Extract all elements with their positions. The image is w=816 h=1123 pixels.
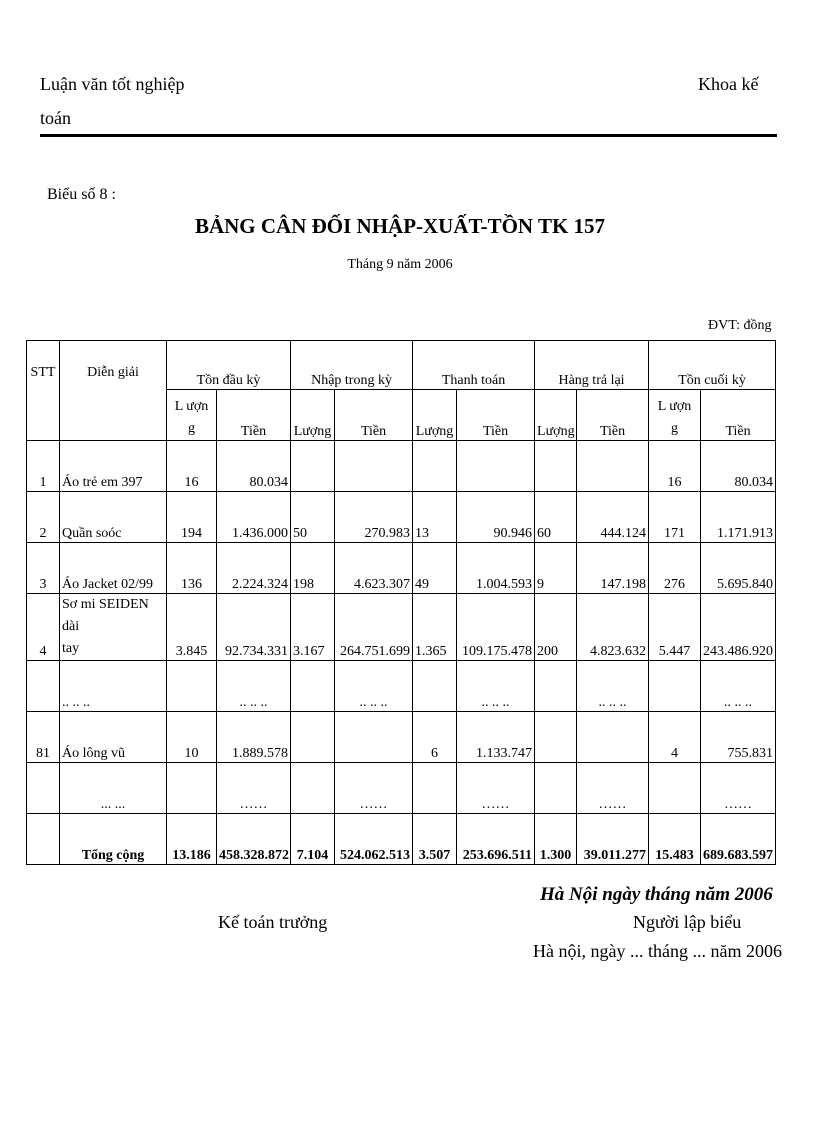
cell-value: 4.623.307	[335, 543, 413, 594]
cell-value	[291, 763, 335, 814]
cell-value: 198	[291, 543, 335, 594]
cell-stt	[27, 814, 60, 865]
cell-value: 60	[535, 492, 577, 543]
table-row	[27, 594, 776, 661]
cell-value	[535, 661, 577, 712]
cell-stt: 4	[27, 594, 60, 661]
cell-name: Áo Jacket 02/99	[60, 543, 167, 594]
table-row	[27, 441, 776, 492]
cell-value: ……	[457, 763, 535, 814]
cell-value: 524.062.513	[335, 814, 413, 865]
cell-value: 13.186	[167, 814, 217, 865]
preparer-label: Người lập biểu	[633, 912, 742, 932]
cell-value	[413, 441, 457, 492]
sub-tien: Tiền	[457, 390, 535, 441]
table-row	[27, 712, 776, 763]
cell-value	[335, 712, 413, 763]
chief-accountant-label: Kế toán trưởng	[218, 912, 328, 932]
cell-value	[291, 712, 335, 763]
sub-luong: Lượng	[535, 390, 577, 441]
col-ton-cuoi-ky: Tồn cuối kỳ	[649, 341, 776, 390]
unit-label: ĐVT: đồng	[708, 318, 772, 333]
cell-name: ... ...	[60, 763, 167, 814]
cell-value	[335, 441, 413, 492]
cell-value: 90.946	[457, 492, 535, 543]
cell-value: 270.983	[335, 492, 413, 543]
cell-value: ……	[335, 763, 413, 814]
cell-value: 253.696.511	[457, 814, 535, 865]
cell-value	[577, 441, 649, 492]
cell-value: 264.751.699	[335, 594, 413, 661]
sub-luong: Lượng	[291, 390, 335, 441]
cell-value: .. .. ..	[577, 661, 649, 712]
cell-value: ……	[217, 763, 291, 814]
table-row	[27, 763, 776, 814]
cell-value	[167, 763, 217, 814]
cell-name: Áo trẻ em 397	[60, 441, 167, 492]
signature-date-2: Hà nội, ngày ... tháng ... năm 2006	[533, 941, 782, 961]
cell-value: 39.011.277	[577, 814, 649, 865]
header-rule	[40, 134, 777, 137]
header-right: Khoa kế	[698, 74, 759, 94]
sub-tien: Tiền	[577, 390, 649, 441]
cell-value	[167, 661, 217, 712]
cell-value	[649, 763, 701, 814]
sub-tien: Tiền	[335, 390, 413, 441]
header-left-line1: Luận văn tốt nghiệp	[40, 74, 185, 94]
cell-name: Áo lông vũ	[60, 712, 167, 763]
total-label: Tổng cộng	[60, 814, 167, 865]
cell-value: 5.695.840	[701, 543, 776, 594]
cell-value: 755.831	[701, 712, 776, 763]
cell-value: ……	[701, 763, 776, 814]
table-row	[27, 492, 776, 543]
cell-value: 16	[649, 441, 701, 492]
cell-value: 1.004.593	[457, 543, 535, 594]
total-row	[27, 814, 776, 865]
cell-value	[457, 441, 535, 492]
cell-value: 171	[649, 492, 701, 543]
cell-stt	[27, 763, 60, 814]
cell-value: 16	[167, 441, 217, 492]
balance-table	[26, 340, 776, 865]
cell-value: .. .. ..	[701, 661, 776, 712]
cell-value: 1.133.747	[457, 712, 535, 763]
cell-stt: 3	[27, 543, 60, 594]
cell-value: 5.447	[649, 594, 701, 661]
header-row-1	[27, 341, 776, 390]
cell-value: 49	[413, 543, 457, 594]
cell-value: 2.224.324	[217, 543, 291, 594]
col-hang-tra-lai: Hàng trả lại	[535, 341, 649, 390]
cell-name: Quần soóc	[60, 492, 167, 543]
sub-luong: Lượng	[413, 390, 457, 441]
cell-value: 458.328.872	[217, 814, 291, 865]
cell-value: 80.034	[217, 441, 291, 492]
signature-date: Hà Nội ngày tháng năm 2006	[540, 884, 773, 905]
cell-value: 1.889.578	[217, 712, 291, 763]
cell-value	[413, 763, 457, 814]
cell-value: 15.483	[649, 814, 701, 865]
cell-value	[535, 763, 577, 814]
col-thanh-toan: Thanh toán	[413, 341, 535, 390]
cell-value: 7.104	[291, 814, 335, 865]
cell-value: 10	[167, 712, 217, 763]
cell-value: 4	[649, 712, 701, 763]
cell-value: 136	[167, 543, 217, 594]
cell-stt: 1	[27, 441, 60, 492]
cell-value: 1.300	[535, 814, 577, 865]
page-subtitle: Tháng 9 năm 2006	[347, 257, 453, 272]
cell-value	[649, 661, 701, 712]
cell-value: 1.436.000	[217, 492, 291, 543]
cell-value: 194	[167, 492, 217, 543]
cell-value: 13	[413, 492, 457, 543]
cell-value	[291, 441, 335, 492]
table-row	[27, 543, 776, 594]
sub-tien: Tiền	[701, 390, 776, 441]
cell-name: Sơ mi SEIDEN dài tay	[60, 594, 167, 661]
col-ton-dau-ky: Tồn đầu kỳ	[167, 341, 291, 390]
cell-stt: 2	[27, 492, 60, 543]
cell-value: 1.365	[413, 594, 457, 661]
cell-value	[577, 712, 649, 763]
cell-value: .. .. ..	[457, 661, 535, 712]
sub-luong: L ượn g	[167, 390, 217, 441]
header-left-line2: toán	[40, 108, 71, 128]
cell-value: 3.845	[167, 594, 217, 661]
page-title: BẢNG CÂN ĐỐI NHẬP-XUẤT-TỒN TK 157	[194, 214, 606, 238]
cell-value: 6	[413, 712, 457, 763]
sub-tien: Tiền	[217, 390, 291, 441]
sub-luong: L ượn g	[649, 390, 701, 441]
cell-value: 3.167	[291, 594, 335, 661]
cell-value: 1.171.913	[701, 492, 776, 543]
cell-value: 200	[535, 594, 577, 661]
cell-name: .. .. ..	[60, 661, 167, 712]
cell-value: 109.175.478	[457, 594, 535, 661]
cell-value: 4.823.632	[577, 594, 649, 661]
col-stt: STT	[27, 341, 60, 441]
cell-value: 80.034	[701, 441, 776, 492]
cell-value: .. .. ..	[217, 661, 291, 712]
cell-value	[535, 712, 577, 763]
cell-value: 276	[649, 543, 701, 594]
cell-value: .. .. ..	[335, 661, 413, 712]
cell-value: 50	[291, 492, 335, 543]
form-label: Biểu số 8 :	[47, 186, 116, 203]
cell-stt: 81	[27, 712, 60, 763]
table-row	[27, 661, 776, 712]
cell-value	[535, 441, 577, 492]
cell-value: 689.683.597	[701, 814, 776, 865]
cell-value: 9	[535, 543, 577, 594]
col-nhap-trong-ky: Nhập trong kỳ	[291, 341, 413, 390]
cell-value: 3.507	[413, 814, 457, 865]
cell-value	[291, 661, 335, 712]
col-dien-giai: Diễn giải	[60, 341, 167, 441]
cell-value: 243.486.920	[701, 594, 776, 661]
cell-value: 444.124	[577, 492, 649, 543]
cell-value: 92.734.331	[217, 594, 291, 661]
cell-value	[413, 661, 457, 712]
cell-value: ……	[577, 763, 649, 814]
cell-value: 147.198	[577, 543, 649, 594]
cell-stt	[27, 661, 60, 712]
